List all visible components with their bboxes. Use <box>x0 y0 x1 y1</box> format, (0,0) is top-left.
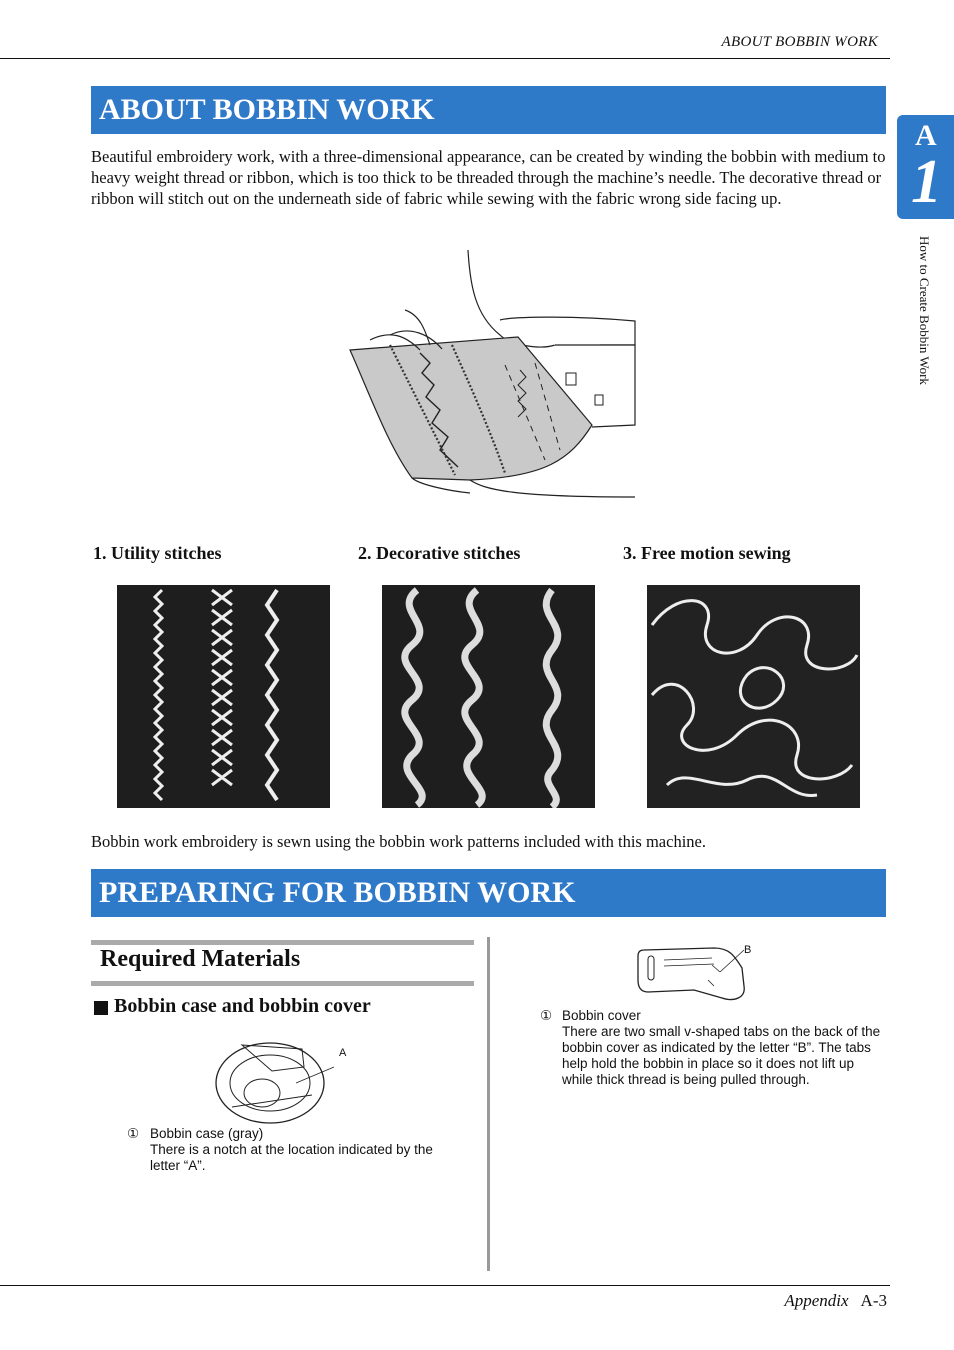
subheading-rule-bottom <box>91 981 474 986</box>
intro-paragraph: Beautiful embroidery work, with a three-dimensional appearance, can be created by winding the bobbin with medium to heavy weight thread or ribbon, which is too thick to be threaded through the machine’s needle. The decorative thread or ribbon will stitch out on the underneath side of fabric while sewing with the fabric wrong side facing up. <box>91 147 886 208</box>
footer-section: Appendix <box>784 1291 849 1310</box>
caption-free-motion: 3. Free motion sewing <box>623 543 791 563</box>
chapter-tab <box>897 115 954 219</box>
bobbin-case-marker: ① <box>127 1126 140 1141</box>
chapter-letter: A <box>915 119 937 152</box>
bobbin-cover-name: Bobbin cover <box>562 1008 641 1023</box>
bobbin-case-name: Bobbin case (gray) <box>150 1126 264 1141</box>
bobbin-cover-label-letter: B <box>744 944 752 956</box>
bobbin-cover-illustration <box>634 940 754 1005</box>
bobbin-cover-text <box>562 1008 886 1088</box>
bobbin-patterns-note: Bobbin work embroidery is sewn using the bobbin work patterns included with this machine. <box>91 832 706 851</box>
footer-rule <box>0 1285 890 1286</box>
photo-decorative-stitches <box>382 585 595 808</box>
running-header: ABOUT BOBBIN WORK <box>721 34 878 50</box>
section-title-about: ABOUT BOBBIN WORK <box>91 86 886 134</box>
page-number: A-3 <box>860 1291 887 1310</box>
bobbin-cover-marker: ① <box>540 1008 553 1023</box>
section-title-preparing: PREPARING FOR BOBBIN WORK <box>91 869 886 917</box>
chapter-number: 1 <box>911 148 942 216</box>
column-divider <box>487 937 490 1271</box>
caption-decorative: 2. Decorative stitches <box>358 543 521 563</box>
page-footer <box>784 1291 887 1311</box>
bobbin-case-desc: There is a notch at the location indicated by the letter “A”. <box>150 1142 433 1173</box>
required-materials-heading: Required Materials <box>100 946 301 972</box>
bobbin-case-illustration <box>212 1037 352 1127</box>
header-rule <box>0 58 890 59</box>
subheading-rule-top <box>91 940 474 945</box>
bobbin-case-cover-heading: Bobbin case and bobbin cover <box>114 995 371 1017</box>
caption-utility: 1. Utility stitches <box>93 543 222 563</box>
bobbin-case-label-letter: A <box>339 1047 347 1059</box>
chapter-vertical-title: How to Create Bobbin Work <box>917 236 932 385</box>
photo-utility-stitches <box>117 585 330 808</box>
square-bullet-icon <box>94 1001 108 1015</box>
sewing-machine-illustration <box>340 245 640 505</box>
photo-free-motion-sewing <box>647 585 860 808</box>
bobbin-cover-desc: There are two small v-shaped tabs on the back of the bobbin cover as indicated by the letter “B”. The tabs help hold the bobbin in place so it does not lift up while thick thread is being pulled through. <box>562 1024 881 1087</box>
bobbin-case-text <box>150 1126 460 1174</box>
